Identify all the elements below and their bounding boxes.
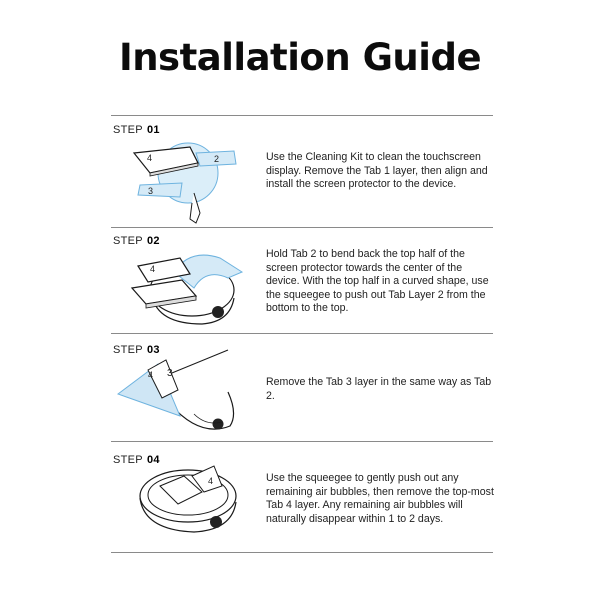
step-4-illustration	[110, 450, 250, 545]
step-word: STEP	[113, 344, 143, 356]
step-word: STEP	[113, 124, 143, 136]
step-description: Hold Tab 2 to bend back the top half of the screen protector towards the center of the device. With the top half in a curved shape, use the squeegee to push out Tab Layer 2 from the bottom to the top.	[266, 248, 489, 315]
divider	[111, 441, 493, 442]
divider	[111, 115, 493, 116]
tab-number: 4	[148, 370, 154, 380]
page-title: Installation Guide	[118, 36, 482, 79]
divider	[111, 552, 493, 553]
step-number: 03	[146, 344, 160, 356]
step-description: Use the Cleaning Kit to clean the touchscreen display. Remove the Tab 1 layer, then align and install the screen protector to the device.	[266, 151, 488, 191]
tab-number: 2	[214, 154, 220, 164]
step-number: 04	[146, 454, 160, 466]
divider	[111, 333, 493, 334]
tab-number: 4	[208, 476, 214, 486]
step-number: 01	[146, 124, 160, 136]
tab-number: 4	[147, 153, 153, 163]
tab-number: 3	[148, 186, 154, 196]
step-1-illustration	[110, 133, 250, 228]
step-2-illustration	[110, 238, 250, 333]
tab-number: 4	[150, 264, 156, 274]
step-word: STEP	[113, 454, 143, 466]
step-word: STEP	[113, 235, 143, 247]
step-description: Remove the Tab 3 layer in the same way as Tab 2.	[266, 376, 492, 402]
step-number: 02	[146, 235, 160, 247]
step-description: Use the squeegee to gently push out any remaining air bubbles, then remove the top-most Tab 4 layer. Any remaining air bubbles will naturally disappear within 1 to 2 days.	[266, 472, 494, 525]
tab-number: 3	[167, 368, 173, 379]
step-3-illustration	[110, 342, 250, 437]
